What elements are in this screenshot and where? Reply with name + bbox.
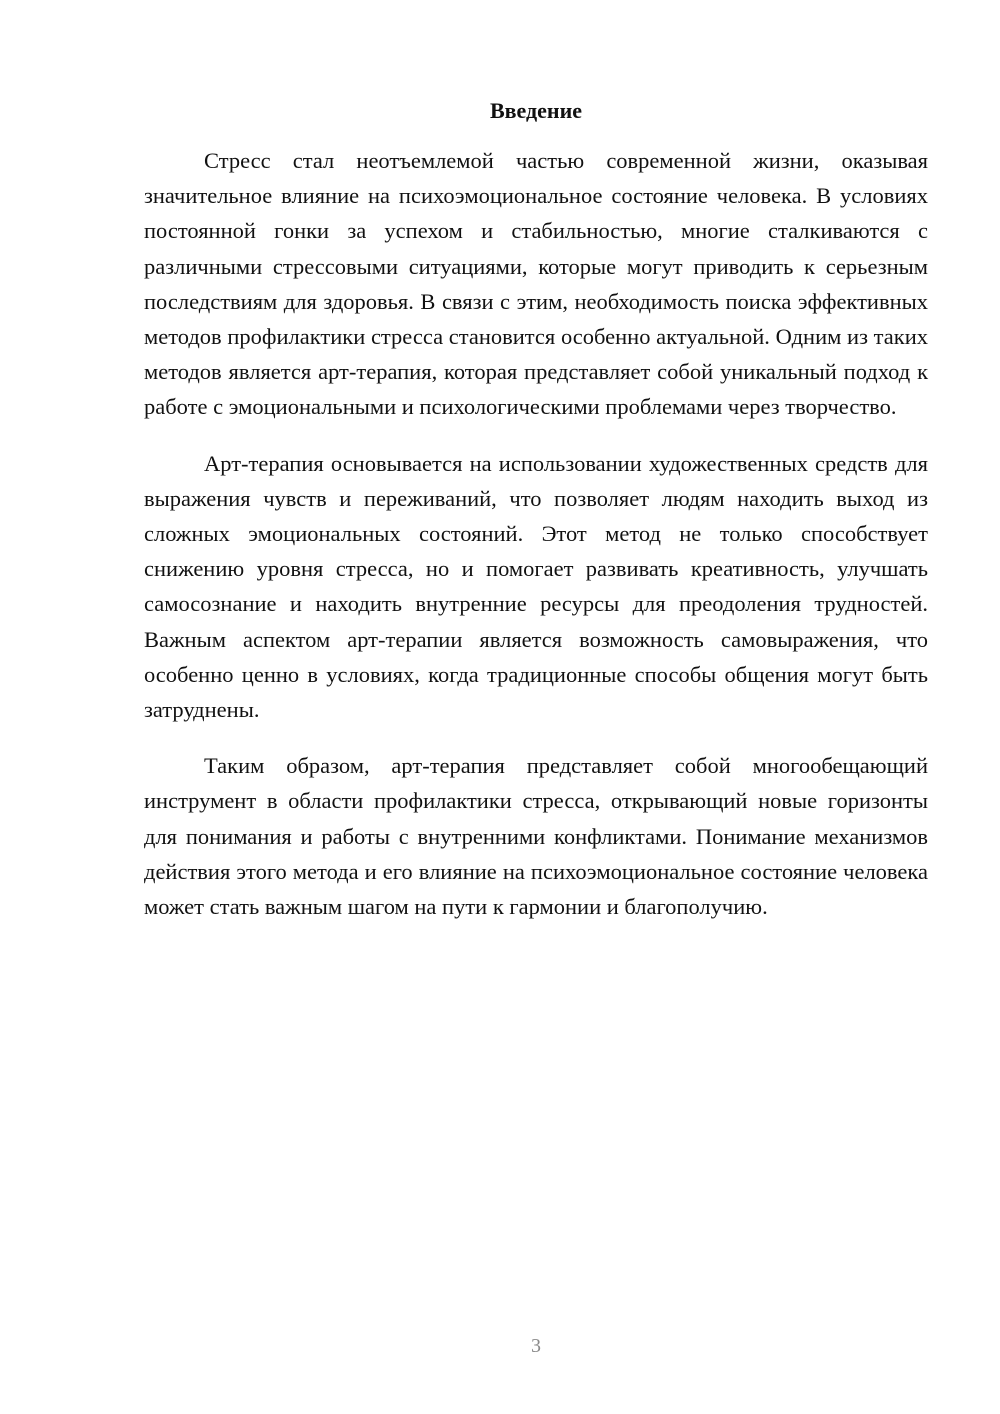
paragraph: Арт-терапия основывается на использовании художественных средств для выражения чувств и переживаний, что позволяет людям находить выход из сложных эмоциональных состояний. Этот метод не только способствует снижению уровня стресса, но и помогает развивать креативность, улучшать самосознание и находить внутренние ресурсы для преодоления трудностей. Важным аспектом арт-терапии является возможность самовыражения, что особенно ценно в условиях, когда традиционные способы общения могут быть затруднены. [144,450,928,723]
section-title: Введение [489,98,583,123]
paragraph: Таким образом, арт-терапия представляет собой многообещающий инструмент в области профилактики стресса, открывающий новые горизонты для понимания и работы с внутренними конфликтами. Понимание механизмов действия этого метода и его влияние на психоэмоциональное состояние человека может стать важным шагом на пути к гармонии и благополучию. [144,753,928,920]
paragraph: Стресс стал неотъемлемой частью современной жизни, оказывая значительное влияние на психоэмоциональное состояние человека. В условиях постоянной гонки за успехом и стабильностью, многие сталкиваются с различными стрессовыми ситуациями, которые могут приводить к серьезным последствиям для здоровья. В связи с этим, необходимость поиска эффективных методов профилактики стресса становится особенно актуальной. Одним из таких методов является арт-терапия, которая представляет собой уникальный подход к работе с эмоциональными и психологическими проблемами через творчество. [144,148,928,420]
body-text [144,143,928,945]
page-number: 3 [531,1335,541,1357]
